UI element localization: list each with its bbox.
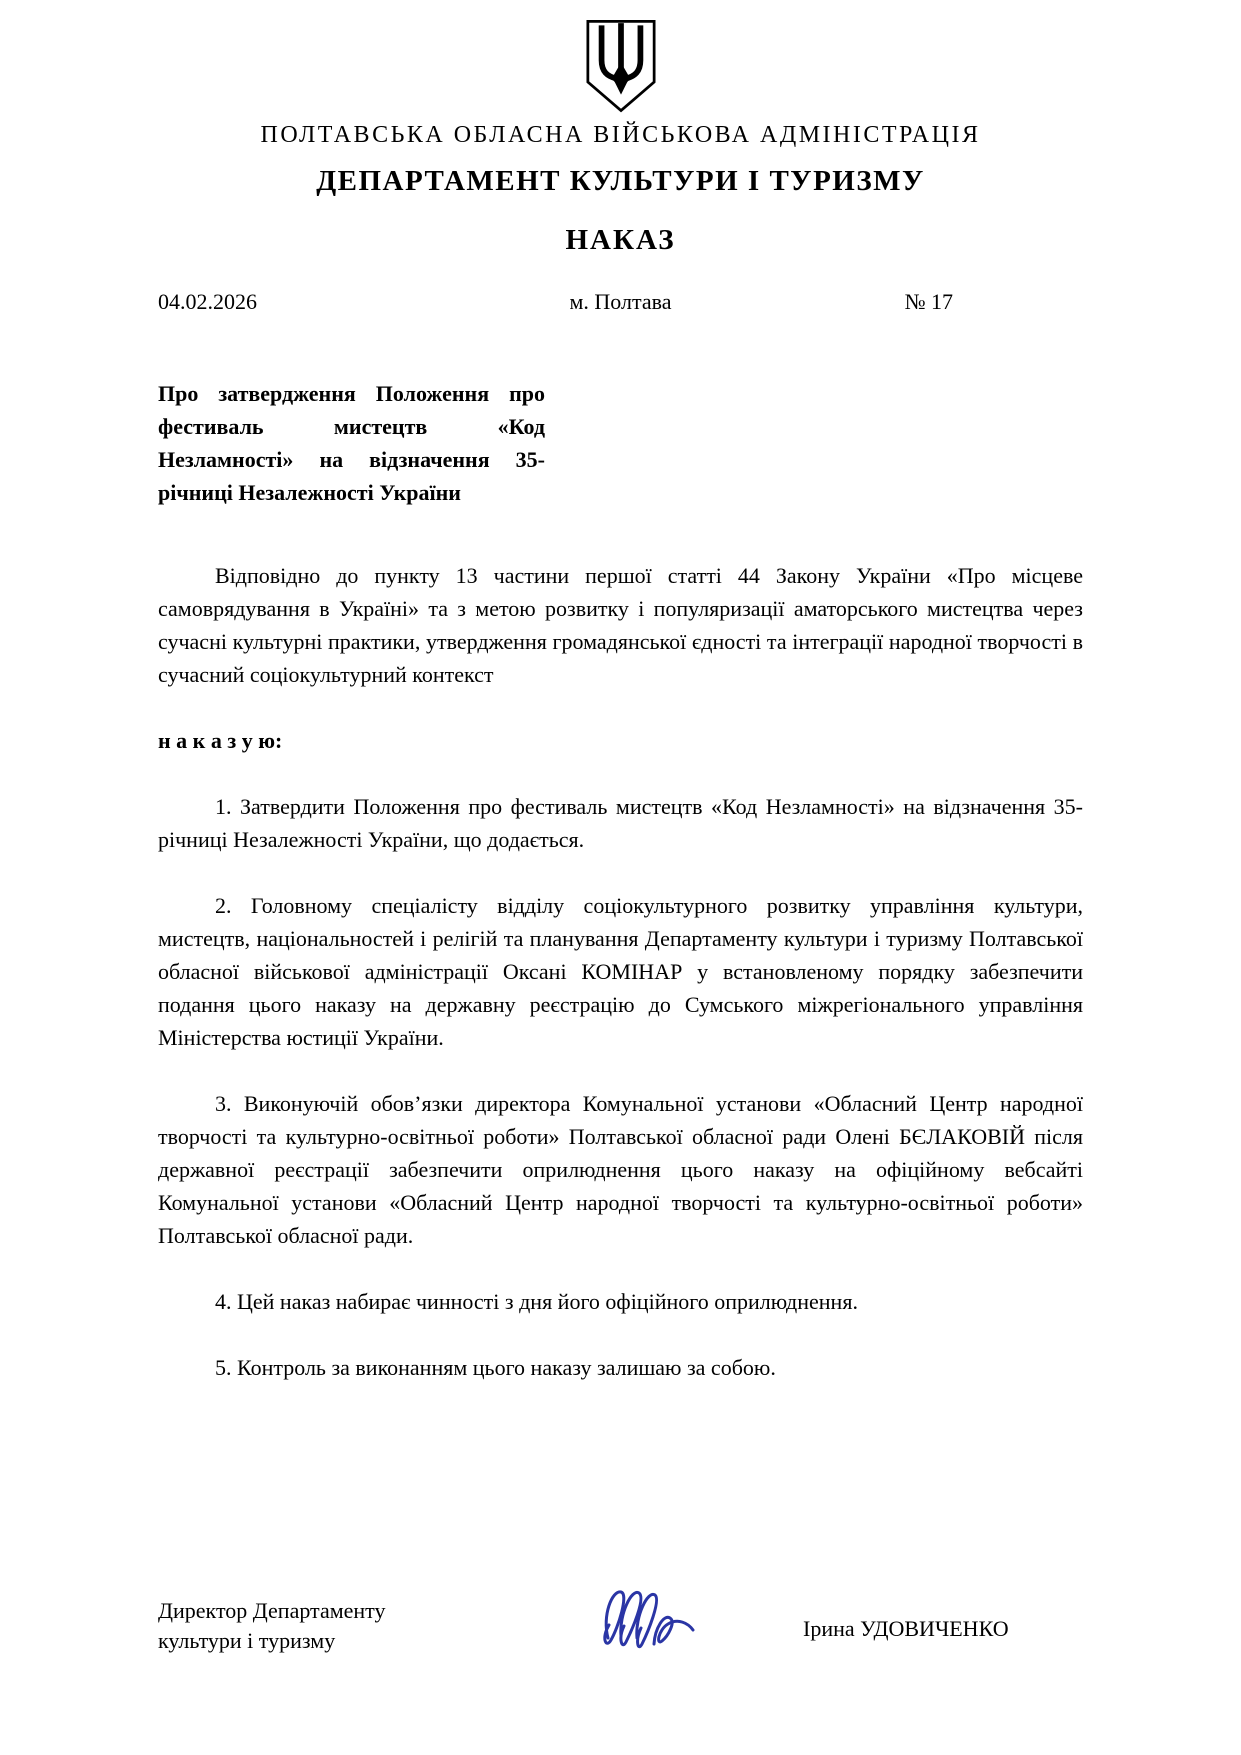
- document-place: м. Полтава: [569, 289, 672, 314]
- ukraine-trident-icon: [583, 18, 659, 114]
- order-item-4: 4. Цей наказ набирає чинності з дня його офіційного оприлюднення.: [215, 1289, 858, 1314]
- signatory-name: Ірина УДОВИЧЕНКО: [803, 1616, 1009, 1641]
- order-item-3: 3. Виконуючій обов’язки директора Комунальної установи «Обласний Центр народної творчості та культурно-освітньої роботи» Полтавської обласної ради Олені БЄЛАКОВІЙ після державної реєстрації забезпечити оприлюднення цього наказу на офіційному вебсайті Комунальної установи «Обласний Центр народної творчості та культурно-освітньої роботи» Полтавської обласної ради.: [158, 1091, 1083, 1248]
- signatory-position-line2: культури і туризму: [158, 1628, 336, 1653]
- handwritten-signature-icon: [596, 1578, 706, 1668]
- document-type-title: НАКАЗ: [565, 224, 676, 256]
- preamble-paragraph: Відповідно до пункту 13 частини першої статті 44 Закону України «Про місцеве самоврядування в Україні» та з метою розвитку і популяризації аматорського мистецтва через сучасні культурні практики, утвердження громадянської єдності та інтеграції народної творчості в сучасний соціокультурний контекст: [158, 563, 1083, 687]
- order-item-5: 5. Контроль за виконанням цього наказу залишаю за собою.: [215, 1355, 776, 1380]
- signature-block: [158, 1596, 1083, 1668]
- signatory-position: [158, 1596, 498, 1656]
- document-meta-row: [158, 289, 1083, 315]
- organization-title: ПОЛТАВСЬКА ОБЛАСНА ВІЙСЬКОВА АДМІНІСТРАЦІЯ: [260, 122, 981, 148]
- order-item-1: 1. Затвердити Положення про фестиваль мистецтв «Код Незламності» на відзначення 35-річниці Незалежності України, що додається.: [158, 794, 1083, 852]
- document-number: № 17: [904, 289, 954, 314]
- order-item-2: 2. Головному спеціалісту відділу соціокультурного розвитку управління культури, мистецтв, національностей і релігій та планування Департаменту культури і туризму Полтавської обласної військової адміністрації Оксані КОМІНАР у встановленому порядку забезпечити подання цього наказу на державну реєстрацію до Сумського міжрегіонального управління Міністерства юстиції України.: [158, 893, 1083, 1050]
- handwritten-signature-wrap: [498, 1578, 803, 1668]
- document-subject: Про затвердження Положення про фестиваль мистецтв «Код Незламності» на відзначення 35-річниці Незалежності України: [158, 381, 545, 505]
- signatory-position-line1: Директор Департаменту: [158, 1598, 386, 1623]
- department-title: ДЕПАРТАМЕНТ КУЛЬТУРИ І ТУРИЗМУ: [316, 165, 925, 197]
- order-word: н а к а з у ю:: [158, 728, 283, 753]
- document-date: 04.02.2026: [158, 289, 257, 314]
